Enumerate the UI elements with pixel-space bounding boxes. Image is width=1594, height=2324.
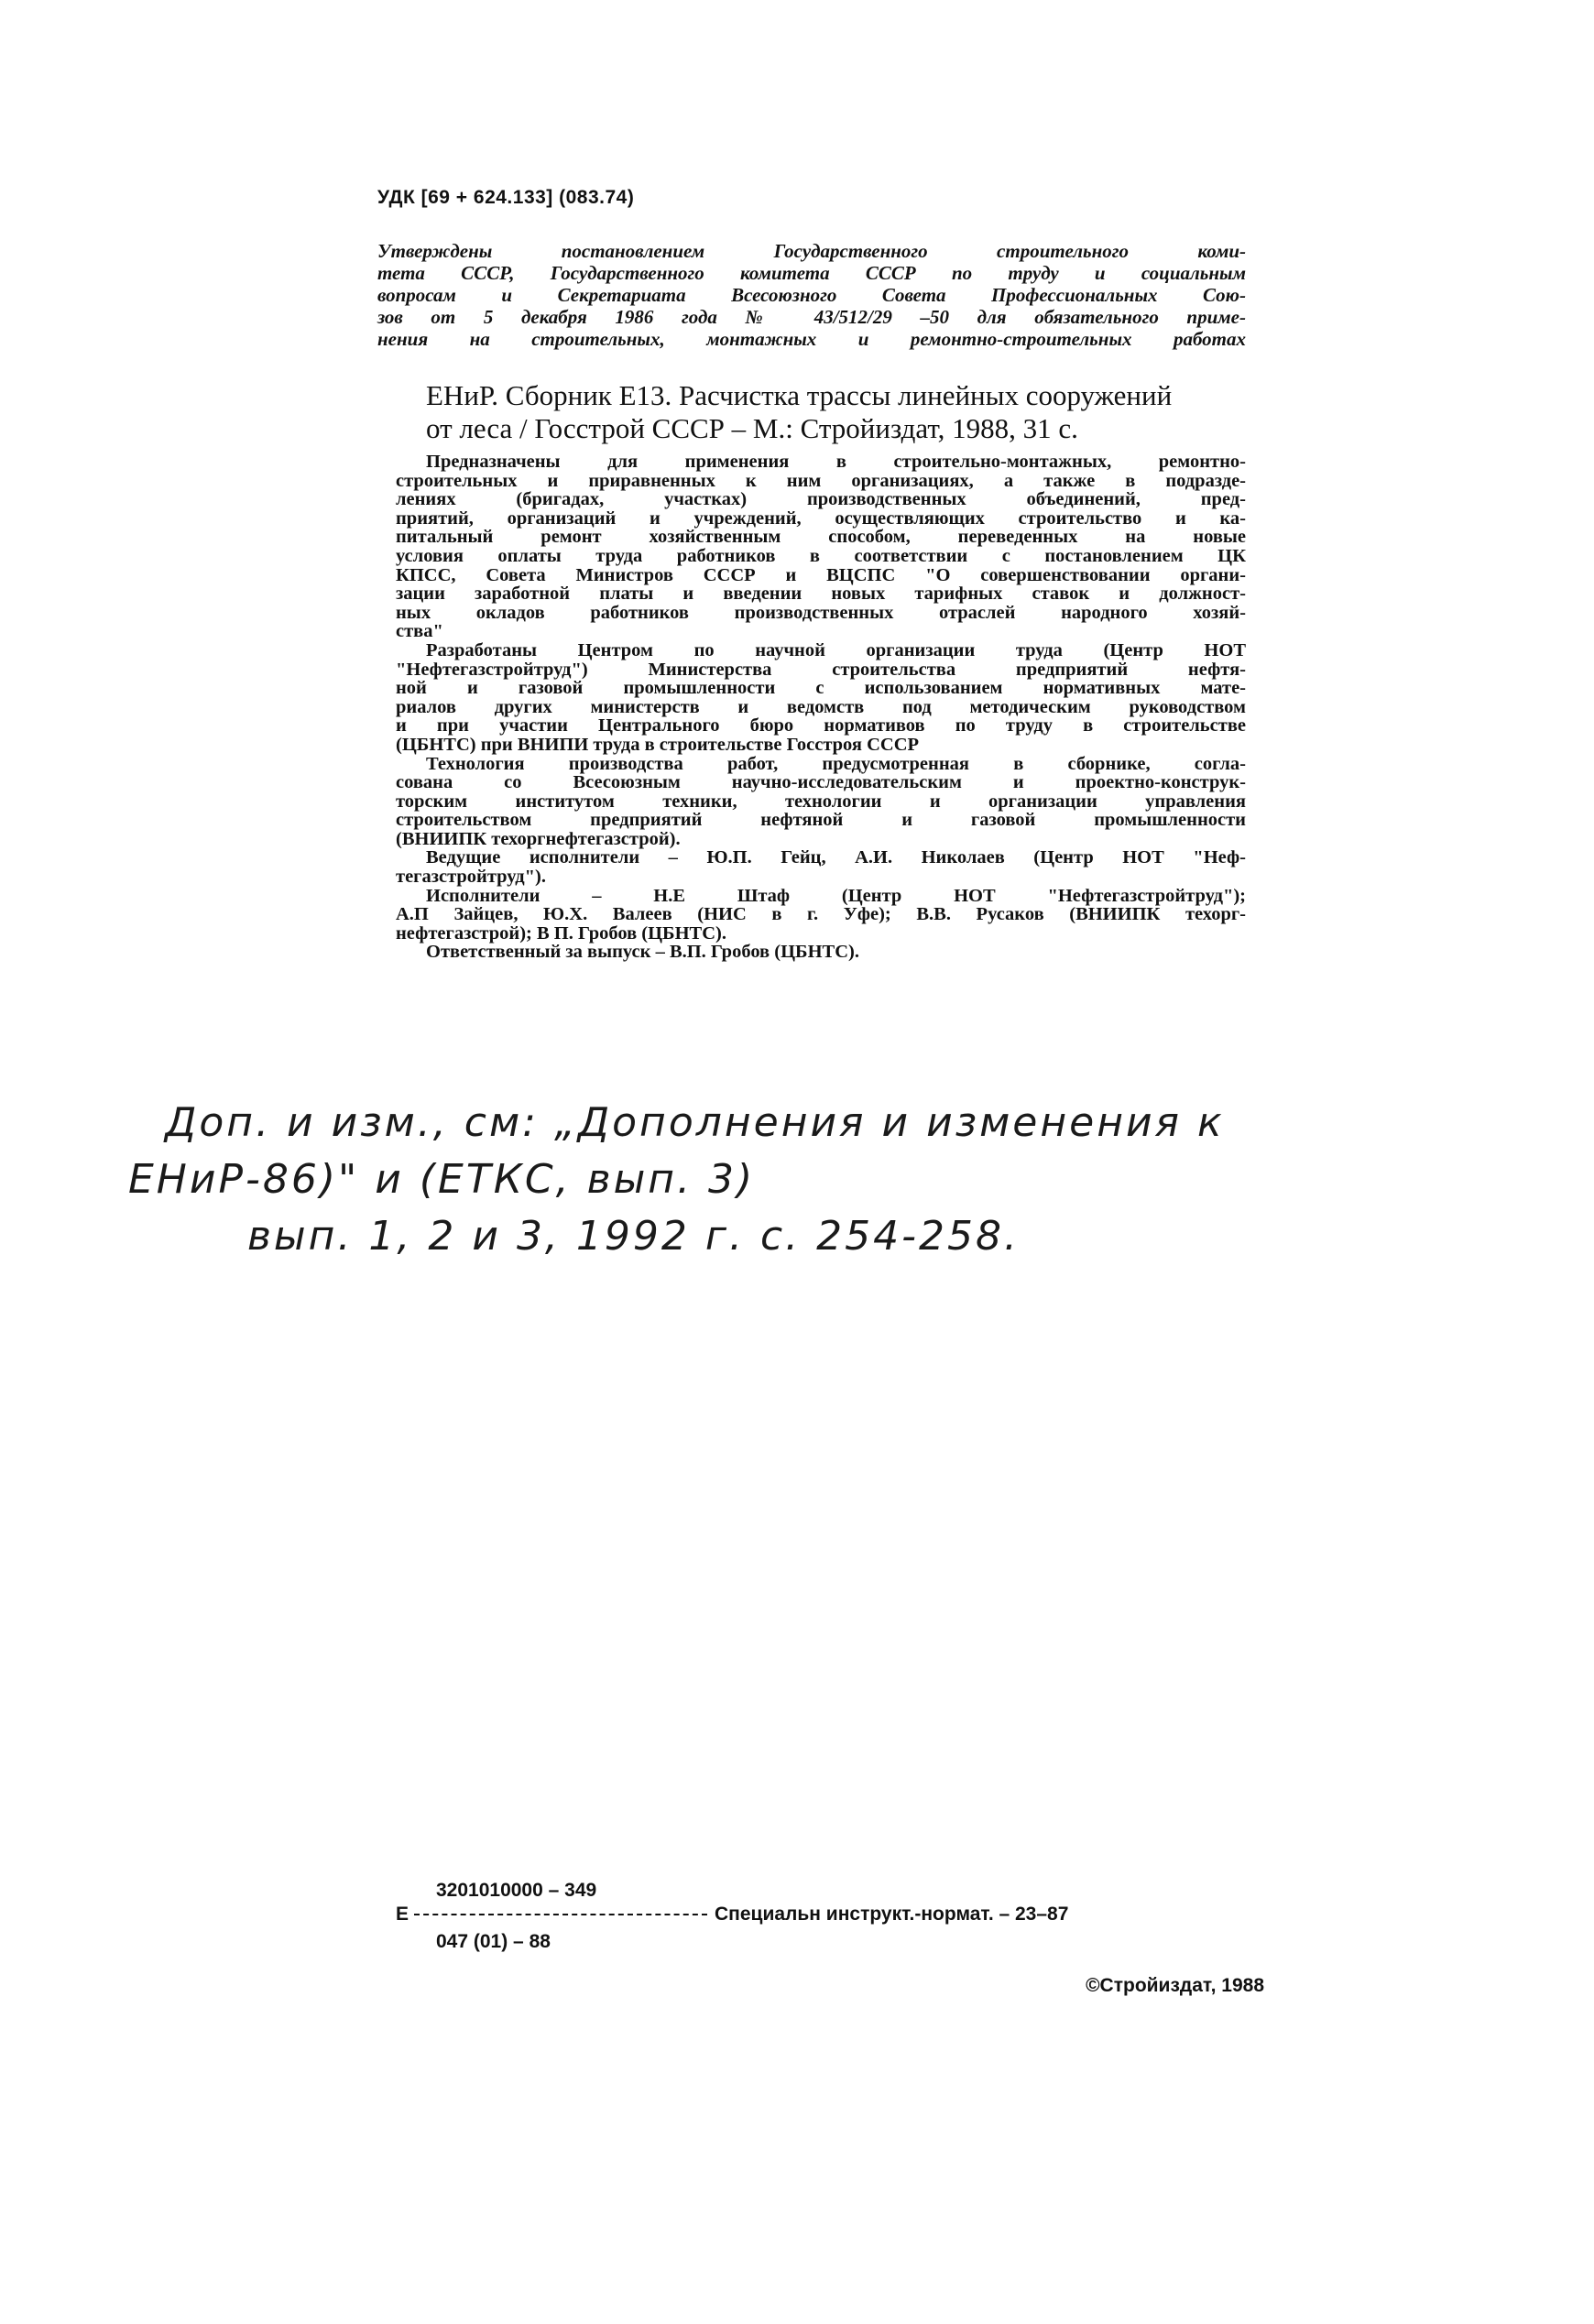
annotation-line: сована со Всесоюзным научно-исследовательским и проектно-конструк-	[396, 772, 1246, 793]
annotation-line: Разработаны Центром по научной организации труда (Центр НОТ	[426, 639, 1246, 660]
annotation-line: ства"	[396, 621, 443, 642]
publication-code-suffix: Специальн инструкт.-нормат. – 23–87	[715, 1904, 1069, 1925]
handwritten-line: Доп. и изм., см: „Дополнения и изменения к	[165, 1099, 1225, 1146]
approval-line: нения на строительных, монтажных и ремонтно-строительных работах	[377, 328, 1246, 350]
annotation-line: и при участии Центрального бюро нормативов по труду в строительстве	[396, 715, 1246, 736]
annotation-line: (ВНИИПК техоргнефтегазстрой).	[396, 828, 681, 849]
annotation-line: Исполнители – Н.Е Штаф (Центр НОТ "Нефтегазстройтруд");	[426, 885, 1246, 906]
udk-code: УДК [69 + 624.133] (083.74)	[377, 187, 635, 208]
publication-code-bottom: 047 (01) – 88	[436, 1931, 551, 1952]
publication-code-middle	[396, 1904, 1068, 1926]
handwritten-note	[128, 1099, 1283, 1319]
annotation-line: условия оплаты труда работников в соответствии с постановлением ЦК	[396, 545, 1246, 566]
annotation-line: тегазстройтруд").	[396, 867, 546, 888]
annotation-line: "Нефтегазстройтруд") Министерства строительства предприятий нефтя-	[396, 659, 1246, 680]
approval-line: Утверждены постановлением Государственного строительного коми-	[377, 240, 1246, 262]
annotation-line: Технология производства работ, предусмотренная в сборнике, согла-	[426, 753, 1246, 774]
title-line: ЕНиР. Сборник Е13. Расчистка трассы линейных сооружений	[426, 379, 1173, 411]
annotation-line: зации заработной платы и введении новых тарифных ставок и должност-	[396, 584, 1246, 605]
annotation-line: риалов других министерств и ведомств под методическим руководством	[396, 696, 1246, 717]
annotation-line: Предназначены для применения в строительно-монтажных, ремонтно-	[426, 452, 1246, 472]
handwritten-line: вып. 1, 2 и 3, 1992 г. с. 254-258.	[247, 1213, 1020, 1260]
annotation-text	[396, 453, 1246, 962]
annotation-line: строительных и приравненных к ним организациях, а также в подразде-	[396, 470, 1246, 491]
fraction-divider	[414, 1914, 707, 1915]
annotation-line: нефтегазстрой); В П. Гробов (ЦБНТС).	[396, 922, 726, 944]
annotation-line: Ведущие исполнители – Ю.П. Гейц, А.И. Николаев (Центр НОТ "Неф-	[426, 847, 1246, 868]
annotation-line: ной и газовой промышленности с использованием нормативных мате-	[396, 678, 1246, 699]
handwritten-line: ЕНиР-86)" и (ЕТКС, вып. 3)	[128, 1156, 756, 1203]
approval-line: тета СССР, Государственного комитета СССР по труду и социальным	[377, 262, 1246, 284]
annotation-line: А.П Зайцев, Ю.Х. Валеев (НИС в г. Уфе); В.В. Русаков (ВНИИПК техорг-	[396, 904, 1246, 925]
annotation-line: строительством предприятий нефтяной и газовой промышленности	[396, 810, 1246, 831]
title-line: от леса / Госстрой СССР – М.: Стройиздат, 1988, 31 с.	[426, 412, 1078, 444]
annotation-line: КПСС, Совета Министров СССР и ВЦСПС "О совершенствовании органи-	[396, 564, 1246, 585]
annotation-line: торским институтом техники, технологии и организации управления	[396, 791, 1246, 812]
annotation-line: Ответственный за выпуск – В.П. Гробов (ЦБНТС).	[426, 942, 859, 963]
annotation-line: лениях (бригадах, участках) производственных объединений, пред-	[396, 489, 1246, 510]
bibliographic-title	[426, 379, 1246, 445]
approval-statement	[377, 240, 1246, 350]
publication-code-prefix: Е	[396, 1904, 409, 1925]
annotation-line: питальный ремонт хозяйственным способом, переведенных на новые	[396, 527, 1246, 548]
annotation-line: (ЦБНТС) при ВНИПИ труда в строительстве Госстроя СССР	[396, 734, 920, 755]
annotation-line: ных окладов работников производственных отраслей народного хозяй-	[396, 602, 1246, 623]
annotation-line: приятий, организаций и учреждений, осуществляющих строительство и ка-	[396, 507, 1246, 529]
approval-line: зов от 5 декабря 1986 года № 43/512/29 –50 для обязательного приме-	[377, 306, 1246, 328]
copyright: ©Стройиздат, 1988	[1086, 1975, 1264, 1996]
publication-code-top: 3201010000 – 349	[436, 1880, 597, 1901]
approval-line: вопросам и Секретариата Всесоюзного Совета Профессиональных Сою-	[377, 284, 1246, 306]
